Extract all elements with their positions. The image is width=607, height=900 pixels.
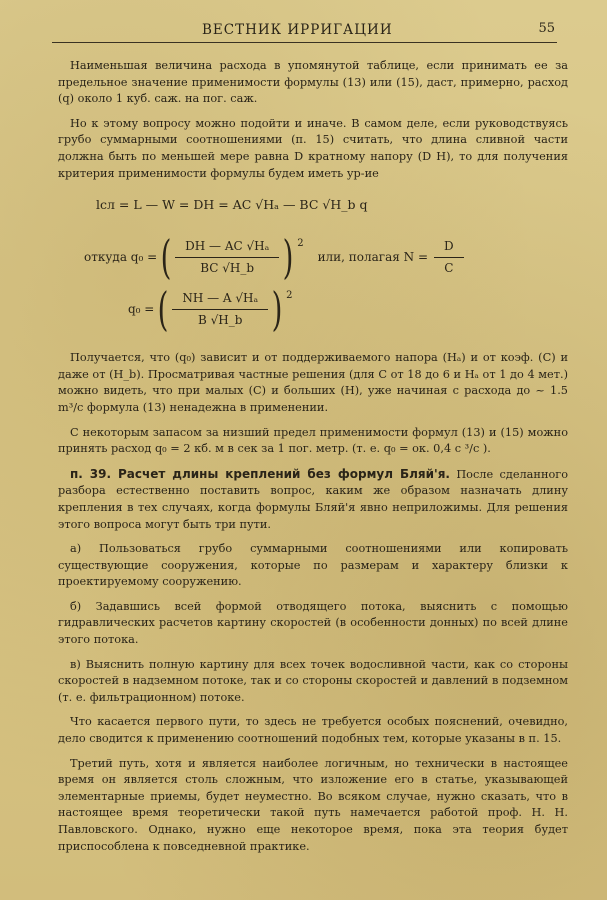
section-intro: После сделанного разбора естественно поставить вопрос, каким же образом назначать длину крепления в тех случаях, когда формулы Бляй'я явно неприложимы. Для решения этого вопроса могут быть три пути. (58, 467, 568, 531)
open-paren-2: ( (157, 282, 169, 337)
fraction-q0-2 (172, 290, 268, 328)
fraction-denominator: BC √H_b (200, 260, 255, 275)
fraction-numerator: DH — AC √Hₐ (175, 238, 279, 258)
running-header (52, 18, 557, 43)
paragraph-2: Но к этому вопросу можно подойти и иначе. В самом деле, если руководствуясь грубо суммарными соотношениями (п. 15) считать, что длина сливной части должна быть по меньшей мере равна D кратному напору (D H), то для получения критерия применимости формулы будем иметь ур-ие (58, 116, 568, 180)
paragraph-1: Наименьшая величина расхода в упомянутой таблице, если принимать ее за предельное значение применимости формулы (13) или (15), даст, примерно, расход (q) около 1 куб. саж. на пог. саж. (58, 59, 568, 106)
paragraph-6: Что касается первого пути, то здесь не требуется особых пояснений, очевидно, дело сводится к применению соотношений подобных тем, которые указаны в п. 15. (58, 715, 568, 746)
close-paren: ) (282, 230, 294, 285)
paragraph-3: Получается, что (q₀) зависит и от поддерживаемого напора (Hₐ) и от коэф. (C) и даже от (H_b). Просматривая частные решения (для C от 18 до 6 и Hₐ от 1 до 4 мет.) можно видеть, что при малых (C) и больших (H), уже начиная с расхода до ~ 1.5 m³/c формула (13) ненадежна в применении. (58, 351, 568, 414)
fraction-n (434, 238, 464, 276)
body-text (58, 58, 568, 863)
fraction-n-denominator: C (444, 260, 454, 275)
open-paren: ( (160, 230, 172, 285)
list-item-a: а) Пользоваться грубо суммарными соотношениями или копировать существующие сооружения, которые по размерам и характеру близки к проектируемому сооружению. (58, 542, 568, 589)
formula-q0-second (128, 282, 568, 337)
fraction-q0 (175, 238, 279, 276)
section-title: п. 39. Расчет длины креплений без формул Бляй'я. (70, 466, 450, 481)
paragraph-7: Третий путь, хотя и является наиболее логичным, но технически в настоящее время он является столь сложным, что изложение его в статье, указывающей элементарные приемы, будет неуместно. Во всяком случае, нужно сказать, что в настоящее время теоретически такой путь намечается работой проф. Н. Н. Павловского. Однако, нужно еще некоторое время, пока эта теория будет приспособлена к повседневной практике. (58, 756, 568, 853)
formula-n-prefix: или, полагая N = (317, 249, 429, 264)
section-39 (58, 466, 568, 533)
fraction-denominator-2: B √H_b (198, 312, 243, 327)
formula-q0-first (84, 230, 568, 285)
fraction-n-numerator: D (434, 238, 464, 258)
formula-q0-prefix: откуда q₀ = (84, 249, 158, 264)
close-paren-2: ) (271, 282, 283, 337)
page-number: 55 (538, 21, 555, 36)
list-item-b: б) Задавшись всей формой отводящего потока, выяснить с помощью гидравлических расчетов картину скоростей (в особенности донных) по всей длине этого потока. (58, 599, 568, 647)
list-item-c: в) Выяснить полную картину для всех точек водосливной части, как со стороны скоростей в надземном потоке, так и со стороны скоростей и давлений в подземном (т. е. фильтрационном) потоке. (58, 657, 568, 704)
fraction-numerator-2: NH — A √Hₐ (172, 290, 268, 310)
journal-title: ВЕСТНИК ИРРИГАЦИИ (202, 22, 393, 38)
power-exponent: 2 (297, 238, 304, 250)
formula-length: lсл = L — W = DH = AC √Hₐ — BC √H_b q (96, 197, 368, 213)
paragraph-4: С некоторым запасом за низший предел применимости формул (13) и (15) можно принять расход q₀ = 2 кб. м в сек за 1 пог. метр. (т. е. q₀ = ок. 0,4 с ³/с ). (58, 425, 568, 456)
power-exponent-2: 2 (286, 290, 293, 302)
formula-q0-prefix-2: q₀ = (128, 301, 155, 316)
